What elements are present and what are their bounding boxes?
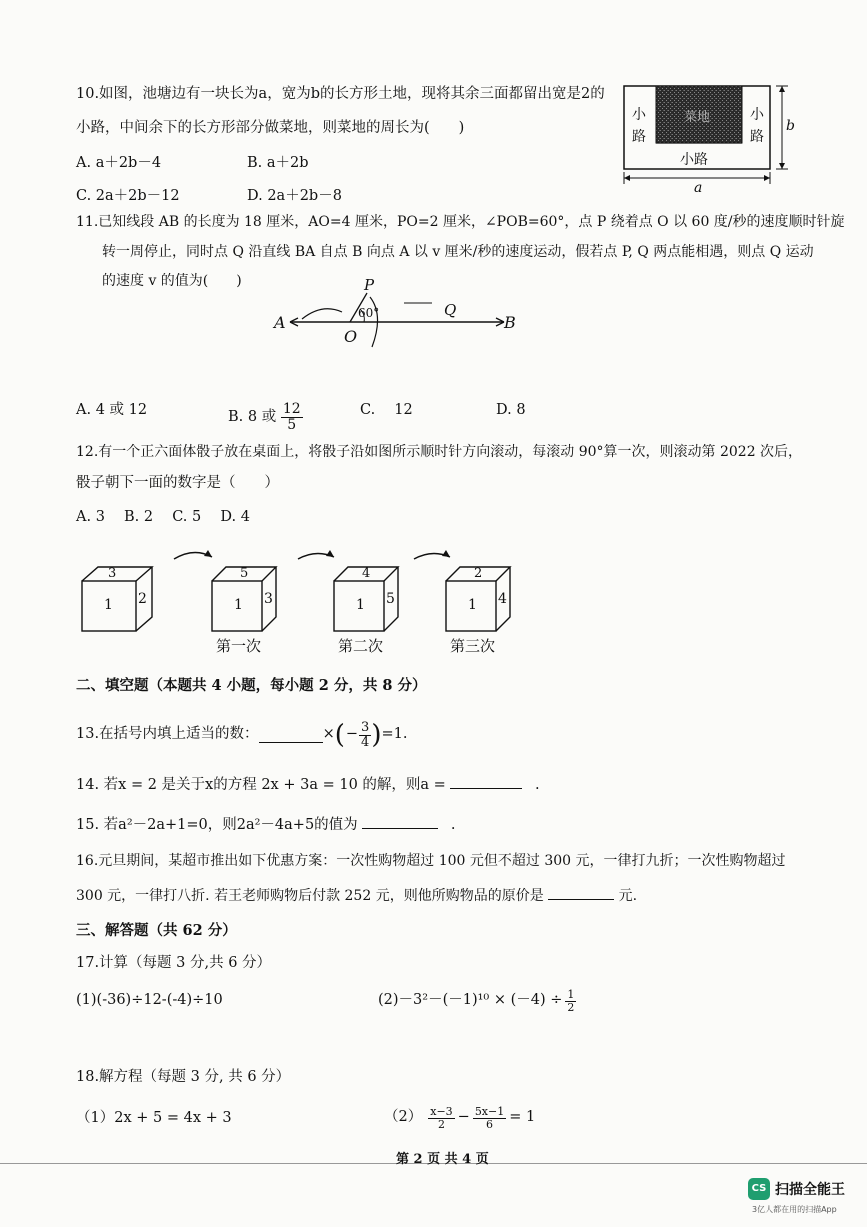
q16-line1: 16.元旦期间，某超市推出如下优惠方案：一次性购物超过 100 元但不超过 300 元，一律打九折；一次性购物超过 xyxy=(76,853,786,869)
q18-title: 18.解方程（每题 3 分, 共 6 分） xyxy=(76,1069,291,1085)
point-p-label: P xyxy=(364,276,375,294)
die-2-side: 3 xyxy=(264,591,273,607)
die-2-top: 5 xyxy=(240,566,249,581)
q13-prefix: 13.在括号内填上适当的数： xyxy=(76,726,259,743)
length-a-label: a xyxy=(694,180,703,196)
q11-option-b-fraction xyxy=(281,402,303,432)
q17-part2-denominator: 2 xyxy=(567,1000,575,1014)
die-1-top: 3 xyxy=(108,566,117,581)
page-footer: 第 2 页 共 4 页 xyxy=(396,1152,489,1167)
die-4-caption: 第三次 xyxy=(450,637,496,655)
q11-option-a: A. 4 或 12 xyxy=(76,402,148,418)
q18-part1: （1）2x + 5 = 4x + 3 xyxy=(76,1110,232,1126)
scanner-tagline: 3亿人都在用的扫描App xyxy=(752,1205,837,1214)
q13-denominator: 4 xyxy=(361,734,370,750)
dice-svg xyxy=(76,545,536,635)
q18-part2 xyxy=(384,1102,535,1134)
q11-option-c: C. 12 xyxy=(360,402,413,418)
q18-part2-label: （2） xyxy=(384,1109,423,1126)
q13-minus: − xyxy=(345,726,359,743)
q11-option-b xyxy=(228,402,303,432)
q17-part2-fraction xyxy=(565,989,576,1013)
q18-rhs: = 1 xyxy=(509,1109,536,1126)
q15-blank[interactable] xyxy=(362,816,438,829)
q12-options: A. 3 B. 2 C. 5 D. 4 xyxy=(76,509,250,525)
q11-option-d: D. 8 xyxy=(496,402,526,418)
q11-stem-line2: 转一周停止，同时点 Q 沿直线 BA 自点 B 向点 A 以 v 厘米/秒的速度运动，假若点 P, Q 两点能相遇，则点 Q 运动 xyxy=(102,244,814,260)
q12-stem-line1: 12.有一个正六面体骰子放在桌面上，将骰子沿如图所示顺时针方向滚动，每滚动 90°算一次，则滚动第 2022 次后， xyxy=(76,444,803,460)
scanner-watermark xyxy=(748,1178,860,1222)
die-3-top: 4 xyxy=(362,566,371,581)
scanner-app-name: 扫描全能王 xyxy=(775,1182,845,1198)
point-o-label: O xyxy=(344,327,358,346)
q11-figure xyxy=(272,275,522,355)
width-b-label: b xyxy=(786,118,795,134)
q13-numerator: 3 xyxy=(361,719,370,735)
die-3-side: 5 xyxy=(386,591,395,607)
q13-right-paren: ) xyxy=(371,720,382,750)
q14-text: 14. 若x = 2 是关于x的方程 2x + 3a = 10 的解，则a = xyxy=(76,777,446,793)
q15-text: 15. 若a²－2a+1=0，则2a²－4a+5的值为 xyxy=(76,817,358,833)
q16-line2 xyxy=(76,887,637,905)
q13-blank[interactable] xyxy=(259,728,323,743)
section-2-heading: 二、填空题（本题共 4 小题，每小题 2 分，共 8 分） xyxy=(76,677,427,694)
q10-figure xyxy=(620,82,800,197)
q17-part2-expression: (2)－3²－(－1)¹⁰ × (－4) ÷ xyxy=(378,992,563,1009)
q14-end: . xyxy=(535,777,540,793)
q18-minus: − xyxy=(457,1109,470,1126)
die-1-front: 1 xyxy=(104,597,113,613)
die-2-front: 1 xyxy=(234,597,243,613)
q13-line xyxy=(76,720,407,750)
q13-fraction xyxy=(359,721,371,749)
q11-option-b-prefix: B. 8 或 xyxy=(228,409,277,426)
die-4-front: 1 xyxy=(468,597,477,613)
q13-left-paren: ( xyxy=(334,720,345,750)
road-right-label: 小路 xyxy=(750,107,764,146)
q11-option-b-denominator: 5 xyxy=(287,416,297,433)
road-left-label: 小路 xyxy=(632,107,646,146)
q17-part2 xyxy=(378,986,576,1016)
q10-stem-line1: 10.如图，池塘边有一块长为a，宽为b的长方形土地，现将其余三面都留出宽是2的 xyxy=(76,86,605,102)
angle-label: 60° xyxy=(358,306,380,320)
q18-fraction-1 xyxy=(428,1106,454,1130)
point-b-label: B xyxy=(504,313,516,332)
q10-option-d: D. 2a＋2b－8 xyxy=(247,188,342,204)
die-4-side: 4 xyxy=(498,591,507,607)
q15-line xyxy=(76,816,456,834)
die-3-front: 1 xyxy=(356,597,365,613)
die-3-caption: 第二次 xyxy=(338,637,384,655)
q10-option-c: C. 2a＋2b－12 xyxy=(76,188,180,204)
scanner-logo-icon: CS xyxy=(748,1178,770,1200)
q18-fraction-2 xyxy=(473,1106,506,1130)
point-q-label: Q xyxy=(444,301,457,319)
die-2-caption: 第一次 xyxy=(216,637,262,655)
q16-blank[interactable] xyxy=(548,887,614,900)
q11-stem-line1: 11.已知线段 AB 的长度为 18 厘米，AO=4 厘米，PO=2 厘米，∠POB=60°，点 P 绕着点 O 以 60 度/秒的速度顺时针旋 xyxy=(76,214,845,230)
q10-stem-line2: 小路，中间余下的长方形部分做菜地，则菜地的周长为( ) xyxy=(76,120,465,136)
q17-part1: (1)(-36)÷12-(-4)÷10 xyxy=(76,992,223,1008)
q14-blank[interactable] xyxy=(450,776,522,789)
section-3-heading: 三、解答题（共 62 分） xyxy=(76,922,237,939)
q18-fraction-1-denominator: 2 xyxy=(437,1117,445,1131)
q18-fraction-1-numerator: x−3 xyxy=(430,1104,453,1118)
q18-fraction-2-denominator: 6 xyxy=(486,1117,494,1131)
q11-stem-line3: 的速度 v 的值为( ) xyxy=(102,273,242,289)
q16-end: 元. xyxy=(618,888,638,904)
q10-option-b: B. a＋2b xyxy=(247,155,309,171)
q13-times: × xyxy=(322,726,335,743)
q12-dice-figure xyxy=(76,545,536,665)
q14-line xyxy=(76,776,540,794)
q16-line2-text: 300 元，一律打八折. 若王老师购物后付款 252 元，则他所购物品的原价是 xyxy=(76,888,544,904)
q13-suffix: =1. xyxy=(381,726,408,743)
q11-figure-svg xyxy=(272,275,522,355)
road-bottom-label: 小路 xyxy=(680,152,708,168)
q10-option-a: A. a＋2b－4 xyxy=(76,155,162,171)
q15-end: . xyxy=(450,817,456,833)
die-4-top: 2 xyxy=(474,566,483,581)
q17-title: 17.计算（每题 3 分,共 6 分） xyxy=(76,955,272,971)
point-a-label: A xyxy=(274,313,286,332)
q12-stem-line2: 骰子朝下一面的数字是（ ） xyxy=(76,475,279,491)
q18-fraction-2-numerator: 5x−1 xyxy=(474,1104,505,1118)
q11-option-b-numerator: 12 xyxy=(282,401,301,417)
q17-part2-numerator: 1 xyxy=(567,987,575,1001)
field-label: 菜地 xyxy=(684,110,711,125)
die-1-side: 2 xyxy=(138,591,147,607)
